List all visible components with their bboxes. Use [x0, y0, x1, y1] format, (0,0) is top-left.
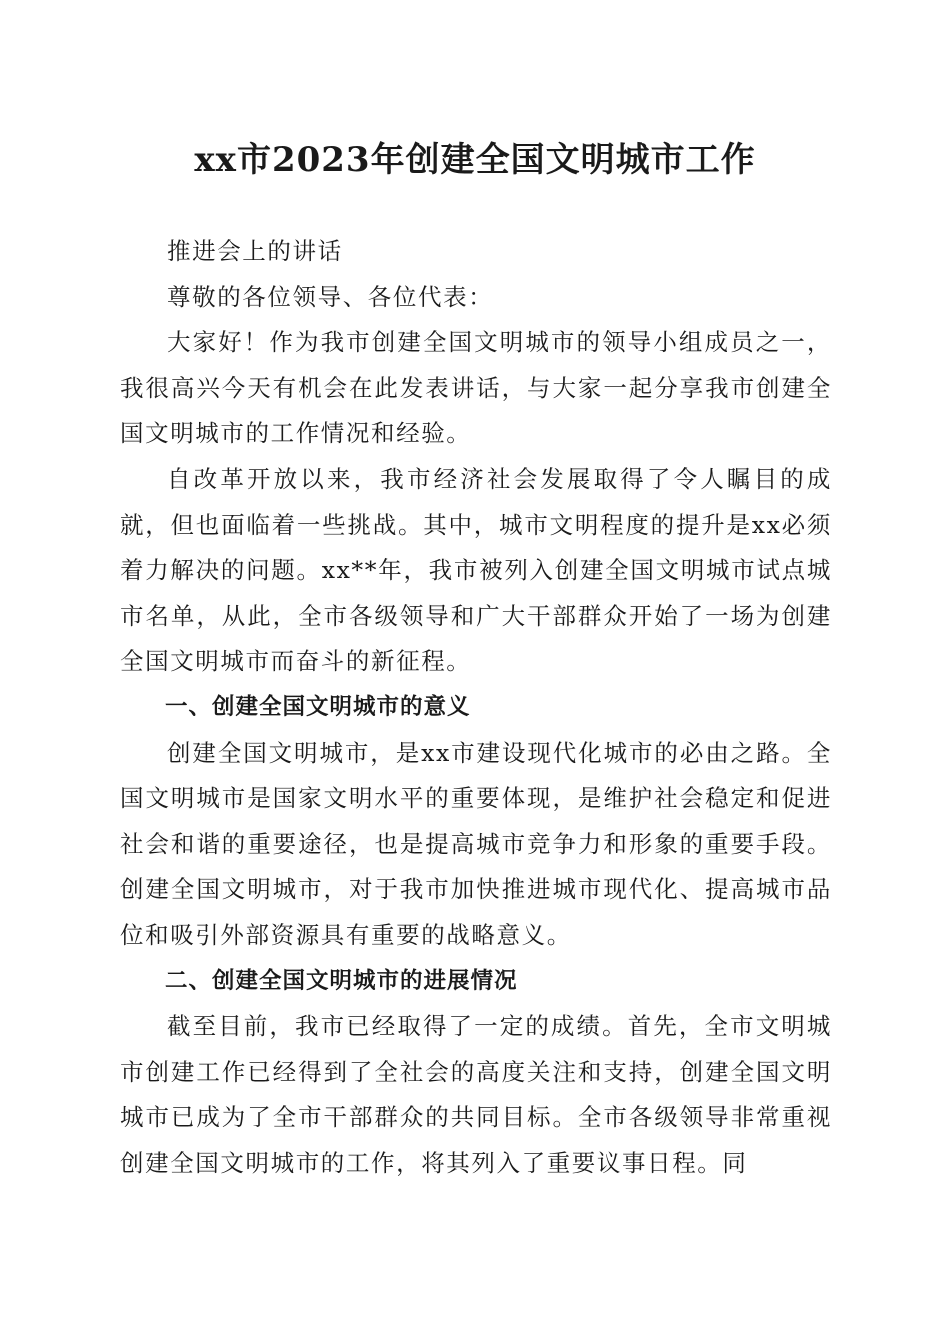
section-heading-progress: 二、创建全国文明城市的进展情况: [165, 967, 518, 994]
document-title: xx市2023年创建全国文明城市工作: [194, 140, 756, 180]
subtitle-line: 推进会上的讲话: [167, 237, 343, 265]
document-body: [120, 229, 832, 1186]
salutation: 尊敬的各位领导、各位代表：: [167, 282, 494, 311]
paragraph-background: 自改革开放以来，我市经济社会发展取得了令人瞩目的成就，但也面临着一些挑战。其中，城市文明程度的提升是xx必须着力解决的问题。xx**年，我市被列入创建全国文明城市试点城市名单，从此，全市各级领导和广大干部群众开始了一场为创建全国文明城市而奋斗的新征程。: [120, 464, 832, 676]
section-heading-significance: 一、创建全国文明城市的意义: [165, 693, 471, 720]
paragraph-progress: 截至目前，我市已经取得了一定的成绩。首先，全市文明城市创建工作已经得到了全社会的高度关注和支持，创建全国文明城市已成为了全市干部群众的共同目标。全市各级领导非常重视创建全国文明城市的工作，将其列入了重要议事日程。同: [120, 1012, 832, 1177]
paragraph-greeting: 大家好！作为我市创建全国文明城市的领导小组成员之一，我很高兴今天有机会在此发表讲话，与大家一起分享我市创建全国文明城市的工作情况和经验。: [120, 328, 832, 448]
paragraph-significance: 创建全国文明城市，是xx市建设现代化城市的必由之路。全国文明城市是国家文明水平的重要体现，是维护社会稳定和促进社会和谐的重要途径，也是提高城市竞争力和形象的重要手段。创建全国文明城市，对于我市加快推进城市现代化、提高城市品位和吸引外部资源具有重要的战略意义。: [120, 738, 832, 949]
